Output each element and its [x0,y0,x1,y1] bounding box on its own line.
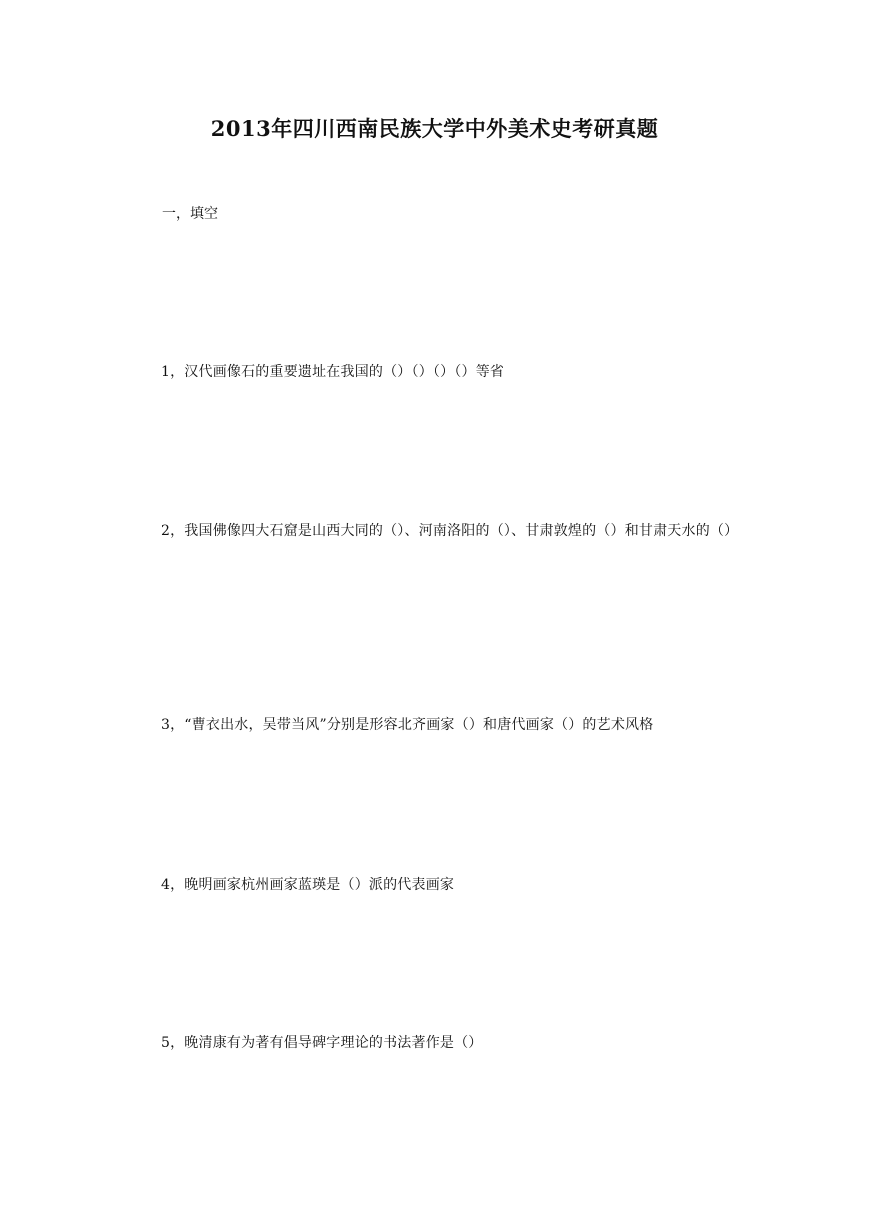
question-3: 3，“曹衣出水，吴带当风”分别是形容北齐画家（）和唐代画家（）的艺术风格 [161,717,654,733]
document-title: 2013年四川西南民族大学中外美术史考研真题 [210,116,659,141]
question-1: 1，汉代画像石的重要遗址在我国的（）（）（）（）等省 [161,364,505,380]
question-4: 4，晚明画家杭州画家蓝瑛是（）派的代表画家 [161,877,455,893]
section-heading: 一，填空 [162,206,218,222]
question-2: 2，我国佛像四大石窟是山西大同的（）、河南洛阳的（）、甘肃敦煌的（）和甘肃天水的（） [161,523,739,539]
question-5: 5，晚清康有为著有倡导碑字理论的书法著作是（） [161,1035,483,1051]
